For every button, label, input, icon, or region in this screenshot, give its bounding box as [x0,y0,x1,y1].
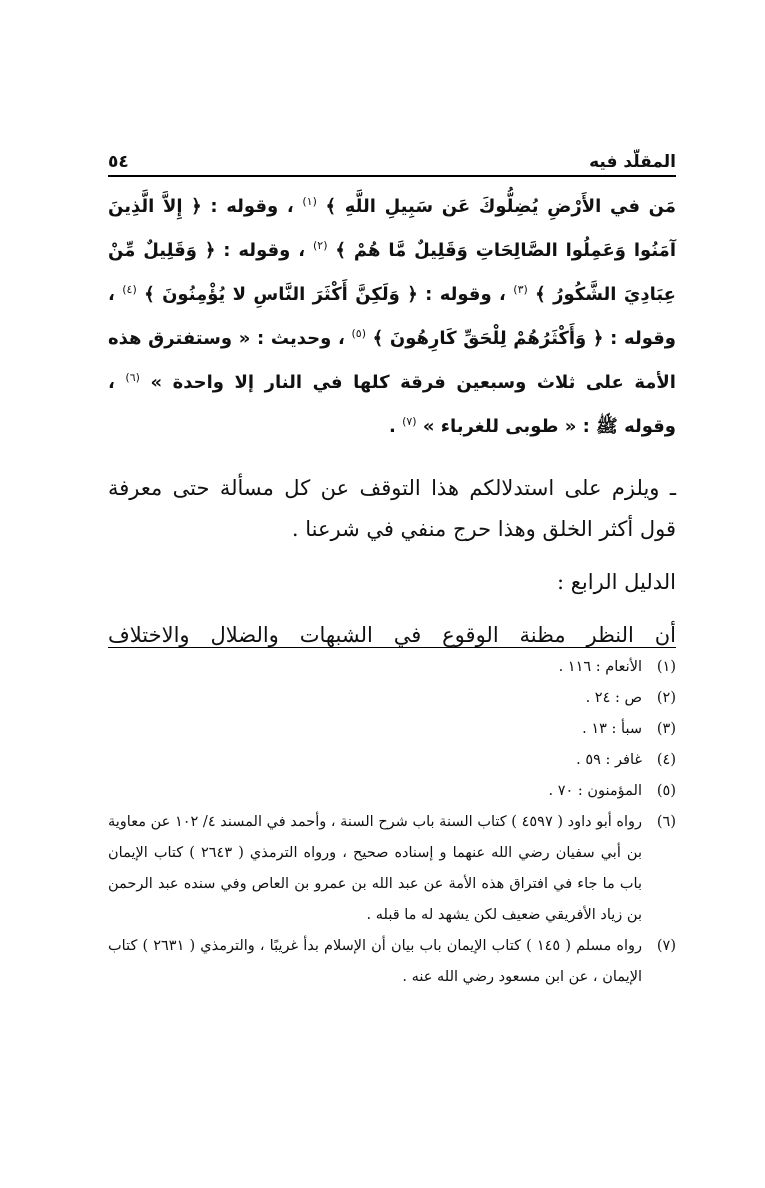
quote-segment: ، وحديث : « وستفترق هذه الأمة على ثلاث وسبعين فرقة كلها في النار إلا واحدة » [108,328,676,393]
footnote-number: (٦) [656,814,676,830]
footnote-text: غافر : ٥٩ . [576,752,642,768]
footnote-divider [108,647,676,648]
body-paragraph: أن النظر مظنة الوقوع في الشبهات والضلال والاختلاف [108,623,676,647]
footnote-text: الأنعام : ١١٦ . [558,659,642,675]
footnote [108,931,676,993]
quotations-paragraph [108,182,676,446]
footnote [108,745,676,776]
footnote [108,776,676,807]
footnote-number: (٧) [656,938,676,954]
footnote [108,714,676,745]
footnote [108,652,676,683]
section-heading: الدليل الرابع : [557,570,676,594]
body-paragraph: ـ ويلزم على استدلالكم هذا التوقف عن كل مسألة حتى معرفة قول أكثر الخلق وهذا حرج منفي في شرعنا . [108,476,676,541]
footnote-ref: (٣) [513,283,528,296]
chapter-title: المقلّد فيه [589,152,676,172]
footnote-number: (٢) [656,690,676,706]
footnote-number: (١) [656,659,676,675]
quote-segment: ، وقوله : ﴿ وَأَكْثَرُهُمْ لِلْحَقِّ كَارِهُونَ ﴾ [108,284,676,349]
header-divider [108,175,676,177]
footnote [108,807,676,931]
footnote-ref: (٢) [312,239,328,252]
footnote-text: رواه أبو داود ( ٤٥٩٧ ) كتاب السنة باب شرح السنة ، وأحمد في المسند ٤/ ١٠٢ عن معاوية بن أبي سفيان رضي الله عنهما و إسناده صحيح ، ورواه الترمذي ( ٢٦٤٣ ) كتاب الإيمان باب ما جاء في افتراق هذه الأمة عن عبد الله بن عمرو بن العاص وفي سنده عبد الرحمن بن زياد الأفريقي ضعيف لكن يشهد له ما قبله . [108,814,643,923]
footnotes-list [108,652,676,993]
footnote-ref: (٦) [125,371,140,384]
main-text [108,182,676,656]
footnote [108,683,676,714]
footnote-text: ص : ٢٤ . [585,690,642,706]
footnote-number: (٣) [656,721,676,737]
running-header [108,138,676,172]
page-number: ٥٤ [108,152,129,172]
footnote-text: سبأ : ١٣ . [582,721,642,737]
quote-segment: مَن في الأَرْضِ يُضِلُّوكَ عَن سَبِيلِ اللَّهِ ﴾ [325,196,676,217]
quote-segment: ، وقوله : ﴿ إِلاَّ الَّذِينَ آمَنُوا وَعَمِلُوا الصَّالِحَاتِ وَقَلِيلٌ مَّا هُمْ ﴾ [108,196,676,261]
footnote-number: (٤) [656,752,676,768]
footnote-ref: (٤) [122,283,137,296]
footnote-text: رواه مسلم ( ١٤٥ ) كتاب الإيمان باب بيان أن الإسلام بدأ غريبًا ، والترمذي ( ٢٦٣١ ) كتاب الإيمان ، عن ابن مسعود رضي الله عنه . [108,938,642,985]
footnote-text: المؤمنون : ٧٠ . [548,783,642,799]
footnote-ref: (٧) [402,415,417,428]
footnote-ref: (١) [302,195,317,208]
footnote-number: (٥) [656,783,676,799]
quote-segment: ، وقوله : ﴿ وَلَكِنَّ أَكْثَرَ النَّاسِ لا يُؤْمِنُونَ ﴾ [144,284,506,305]
quote-segment: . [388,416,396,437]
quote-segment: ، وقوله ﷺ : « طوبى للغرباء » [108,372,676,437]
quote-segment: ، وقوله : ﴿ وَقَلِيلٌ مِّنْ عِبَادِيَ الشَّكُورُ ﴾ [108,240,676,305]
footnote-ref: (٥) [351,327,366,340]
